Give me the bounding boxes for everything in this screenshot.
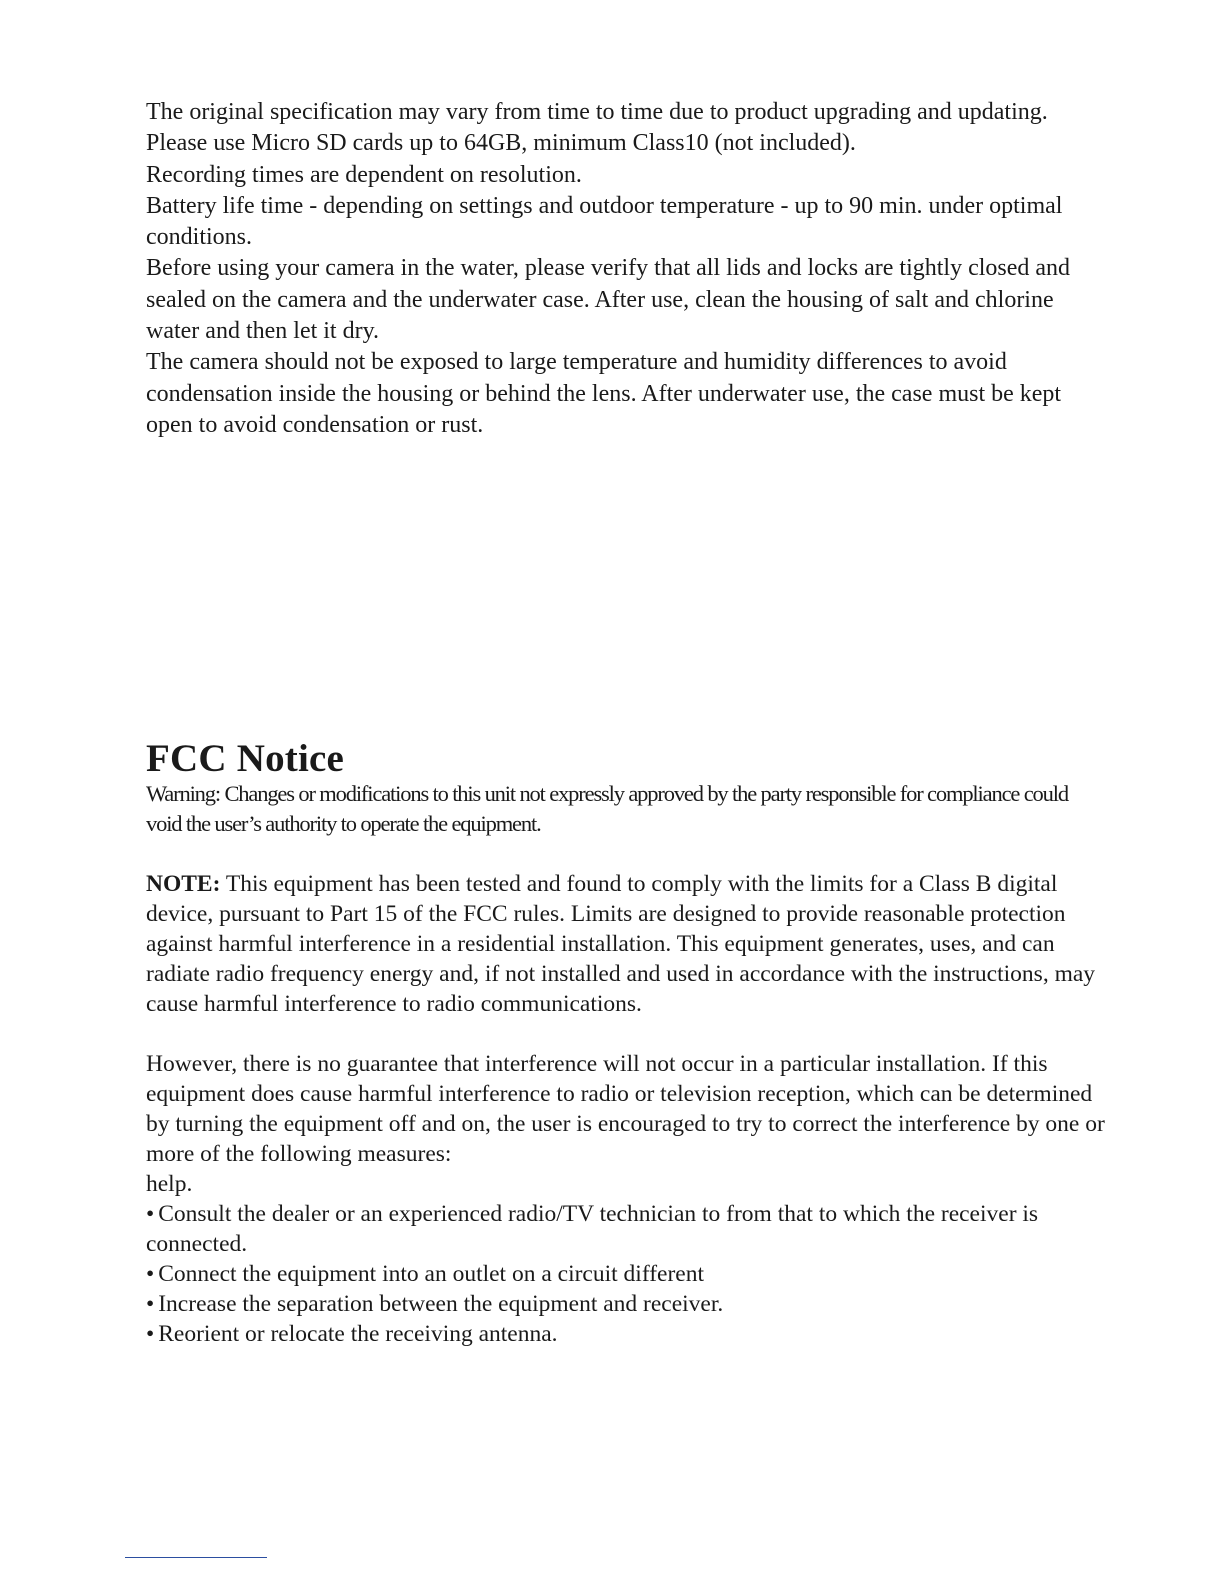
- list-item: [146, 1319, 1106, 1349]
- fcc-warning-text: Warning: Changes or modifications to this unit not expressly approved by the party responsible for compliance could void the user’s authority to operate the equipment.: [146, 781, 1068, 836]
- list-item: [146, 1199, 1106, 1259]
- spec-paragraph-sd-card: Please use Micro SD cards up to 64GB, minimum Class10 (not included).: [146, 130, 856, 157]
- spec-paragraph-underwater-use: Before using your camera in the water, please verify that all lids and locks are tightly closed and sealed on the camera and the underwater case. After use, clean the housing of salt and chlorine water and then let it dry.: [146, 255, 1071, 345]
- note-text: This equipment has been tested and found to comply with the limits for a Class B digital device, pursuant to Part 15 of the FCC rules. Limits are designed to provide reasonable protection against harmful interference in a residential installation. This equipment generates, uses, and can radiate radio frequency energy and, if not installed and used in accordance with the instructions, may cause harmful interference to radio communications.: [146, 871, 1096, 1017]
- measure-text: Increase the separation between the equipment and receiver.: [158, 1291, 724, 1317]
- measure-text: Reorient or relocate the receiving antenna.: [158, 1321, 558, 1347]
- bullet-icon: •: [146, 1201, 155, 1227]
- spec-paragraph-battery-life: Battery life time - depending on settings and outdoor temperature - up to 90 min. under optimal conditions.: [146, 192, 1063, 251]
- spec-paragraph-condensation: The camera should not be exposed to large temperature and humidity differences to avoid condensation inside the housing or behind the lens. After underwater use, the case must be kept open to avoid condensation or rust.: [146, 349, 1062, 438]
- list-item: [146, 1289, 1106, 1319]
- spec-paragraph-recording-times: Recording times are dependent on resolution.: [146, 161, 582, 188]
- fcc-however-paragraph: However, there is no guarantee that interference will not occur in a particular installation. If this equipment does cause harmful interference to radio or television reception, which can be determined by turning the equipment off and on, the user is encouraged to try to correct the interference by one or more of the following measures:: [146, 1051, 1105, 1167]
- measure-text: Consult the dealer or an experienced radio/TV technician to from that to which the receiver is connected.: [146, 1201, 1039, 1257]
- fcc-note-paragraph: [146, 869, 1106, 1019]
- fcc-measures-list: [146, 1169, 1106, 1349]
- measure-text: Connect the equipment into an outlet on a circuit different: [158, 1261, 705, 1287]
- fcc-notice-heading: FCC Notice: [146, 737, 345, 780]
- spec-paragraph-upgrading: The original specification may vary from time to time due to product upgrading and updating.: [146, 99, 1048, 125]
- bullet-icon: •: [146, 1321, 155, 1347]
- footnote-divider: [125, 1557, 267, 1558]
- list-item: [146, 1259, 1106, 1289]
- bullet-icon: •: [146, 1261, 155, 1287]
- bullet-icon: •: [146, 1291, 155, 1317]
- specification-notes: [146, 97, 1106, 441]
- list-item: [146, 1169, 1106, 1199]
- measure-text: help.: [146, 1171, 193, 1197]
- note-label: NOTE:: [146, 871, 221, 897]
